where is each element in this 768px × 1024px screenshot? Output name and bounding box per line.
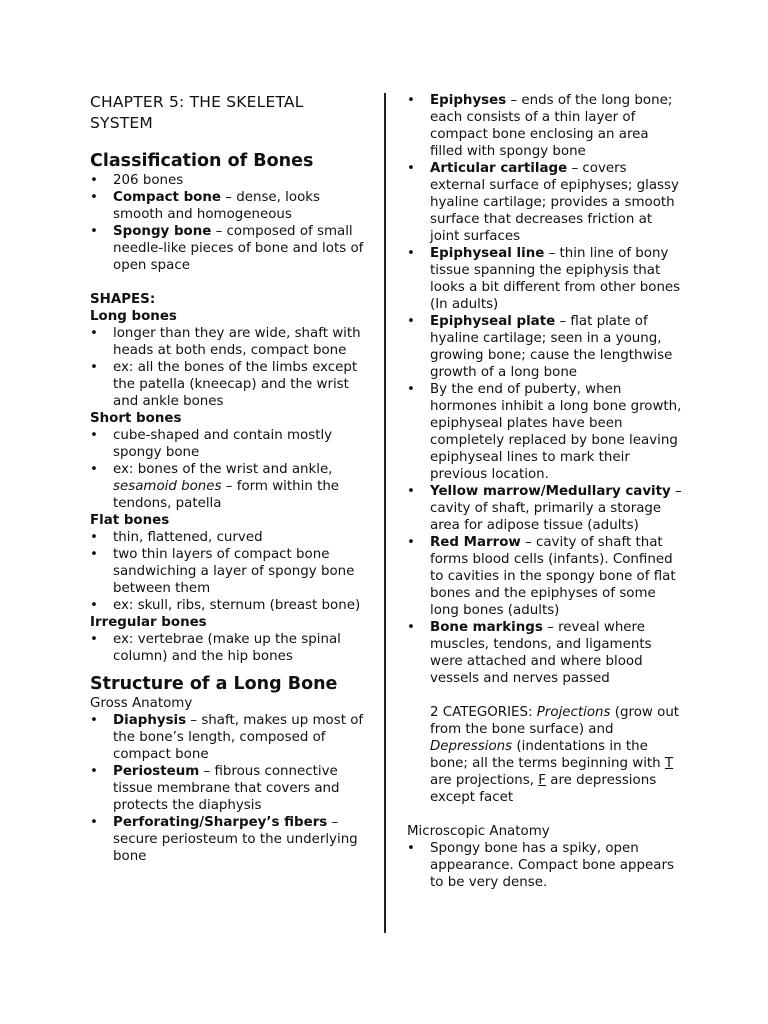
list-item: • ex: skull, ribs, sternum (breast bone) xyxy=(90,597,370,614)
classification-heading: Classification of Bones xyxy=(90,151,314,171)
short-bones-list xyxy=(90,427,370,512)
microscopic-anatomy-label: Microscopic Anatomy xyxy=(407,824,550,839)
structure-list xyxy=(90,712,370,865)
list-item: • 206 bones xyxy=(90,172,370,189)
flat-bones-list xyxy=(90,529,370,614)
list-item: • ex: vertebrae (make up the spinal column) and the hip bones xyxy=(90,631,370,665)
list-item: • ex: bones of the wrist and ankle, sesamoid bones – form within the tendons, patella xyxy=(90,461,370,512)
list-item: • By the end of puberty, when hormones inhibit a long bone growth, epiphyseal plates have been completely replaced by bone leaving epiphyseal lines to mark their previous location. xyxy=(407,381,682,483)
structure-heading: Structure of a Long Bone xyxy=(90,674,338,694)
categories-paragraph: 2 CATEGORIES: Projections (grow out from the bone surface) and Depressions (indentations in the bone; all the terms beginning with T are projections, F are depressions except facet xyxy=(430,705,680,805)
list-item: • Perforating/Sharpey’s fibers – secure periosteum to the underlying bone xyxy=(90,814,370,865)
list-item: • two thin layers of compact bone sandwiching a layer of spongy bone between them xyxy=(90,546,370,597)
classification-list xyxy=(90,172,370,274)
column-divider xyxy=(384,93,386,933)
list-item: • cube-shaped and contain mostly spongy bone xyxy=(90,427,370,461)
list-item: • Epiphyses – ends of the long bone; each consists of a thin layer of compact bone enclosing an area filled with spongy bone xyxy=(407,92,682,160)
irregular-bones-heading: Irregular bones xyxy=(90,615,207,630)
short-bones-heading: Short bones xyxy=(90,411,182,426)
structure-list-continued xyxy=(407,92,682,687)
flat-bones-heading: Flat bones xyxy=(90,513,170,528)
list-item: • thin, flattened, curved xyxy=(90,529,370,546)
microscopic-list xyxy=(407,840,682,891)
chapter-title: CHAPTER 5: THE SKELETAL SYSTEM xyxy=(90,93,304,132)
long-bones-heading: Long bones xyxy=(90,309,177,324)
list-item: • Spongy bone – composed of small needle-like pieces of bone and lots of open space xyxy=(90,223,370,274)
list-item: • Periosteum – fibrous connective tissue membrane that covers and protects the diaphysis xyxy=(90,763,370,814)
list-item: • longer than they are wide, shaft with heads at both ends, compact bone xyxy=(90,325,370,359)
left-column xyxy=(90,92,370,865)
list-item: • Spongy bone has a spiky, open appearance. Compact bone appears to be very dense. xyxy=(407,840,682,891)
shapes-heading: SHAPES: xyxy=(90,292,156,307)
long-bones-list xyxy=(90,325,370,410)
list-item: • Red Marrow – cavity of shaft that forms blood cells (infants). Confined to cavities in the spongy bone of flat bones and the epiphyses of some long bones (adults) xyxy=(407,534,682,619)
list-item: • Diaphysis – shaft, makes up most of the bone’s length, composed of compact bone xyxy=(90,712,370,763)
irregular-bones-list xyxy=(90,631,370,665)
list-item: • ex: all the bones of the limbs except the patella (kneecap) and the wrist and ankle bones xyxy=(90,359,370,410)
gross-anatomy-label: Gross Anatomy xyxy=(90,696,193,711)
list-item: • Bone markings – reveal where muscles, tendons, and ligaments were attached and where blood vessels and nerves passed xyxy=(407,619,682,687)
list-item: • Articular cartilage – covers external surface of epiphyses; glassy hyaline cartilage; provides a smooth surface that decreases friction at joint surfaces xyxy=(407,160,682,245)
list-item: • Epiphyseal line – thin line of bony tissue spanning the epiphysis that looks a bit different from other bones (In adults) xyxy=(407,245,682,313)
list-item: • Epiphyseal plate – flat plate of hyaline cartilage; seen in a young, growing bone; cause the lengthwise growth of a long bone xyxy=(407,313,682,381)
list-item: • Compact bone – dense, looks smooth and homogeneous xyxy=(90,189,370,223)
list-item: • Yellow marrow/Medullary cavity – cavity of shaft, primarily a storage area for adipose tissue (adults) xyxy=(407,483,682,534)
right-column xyxy=(407,92,682,891)
